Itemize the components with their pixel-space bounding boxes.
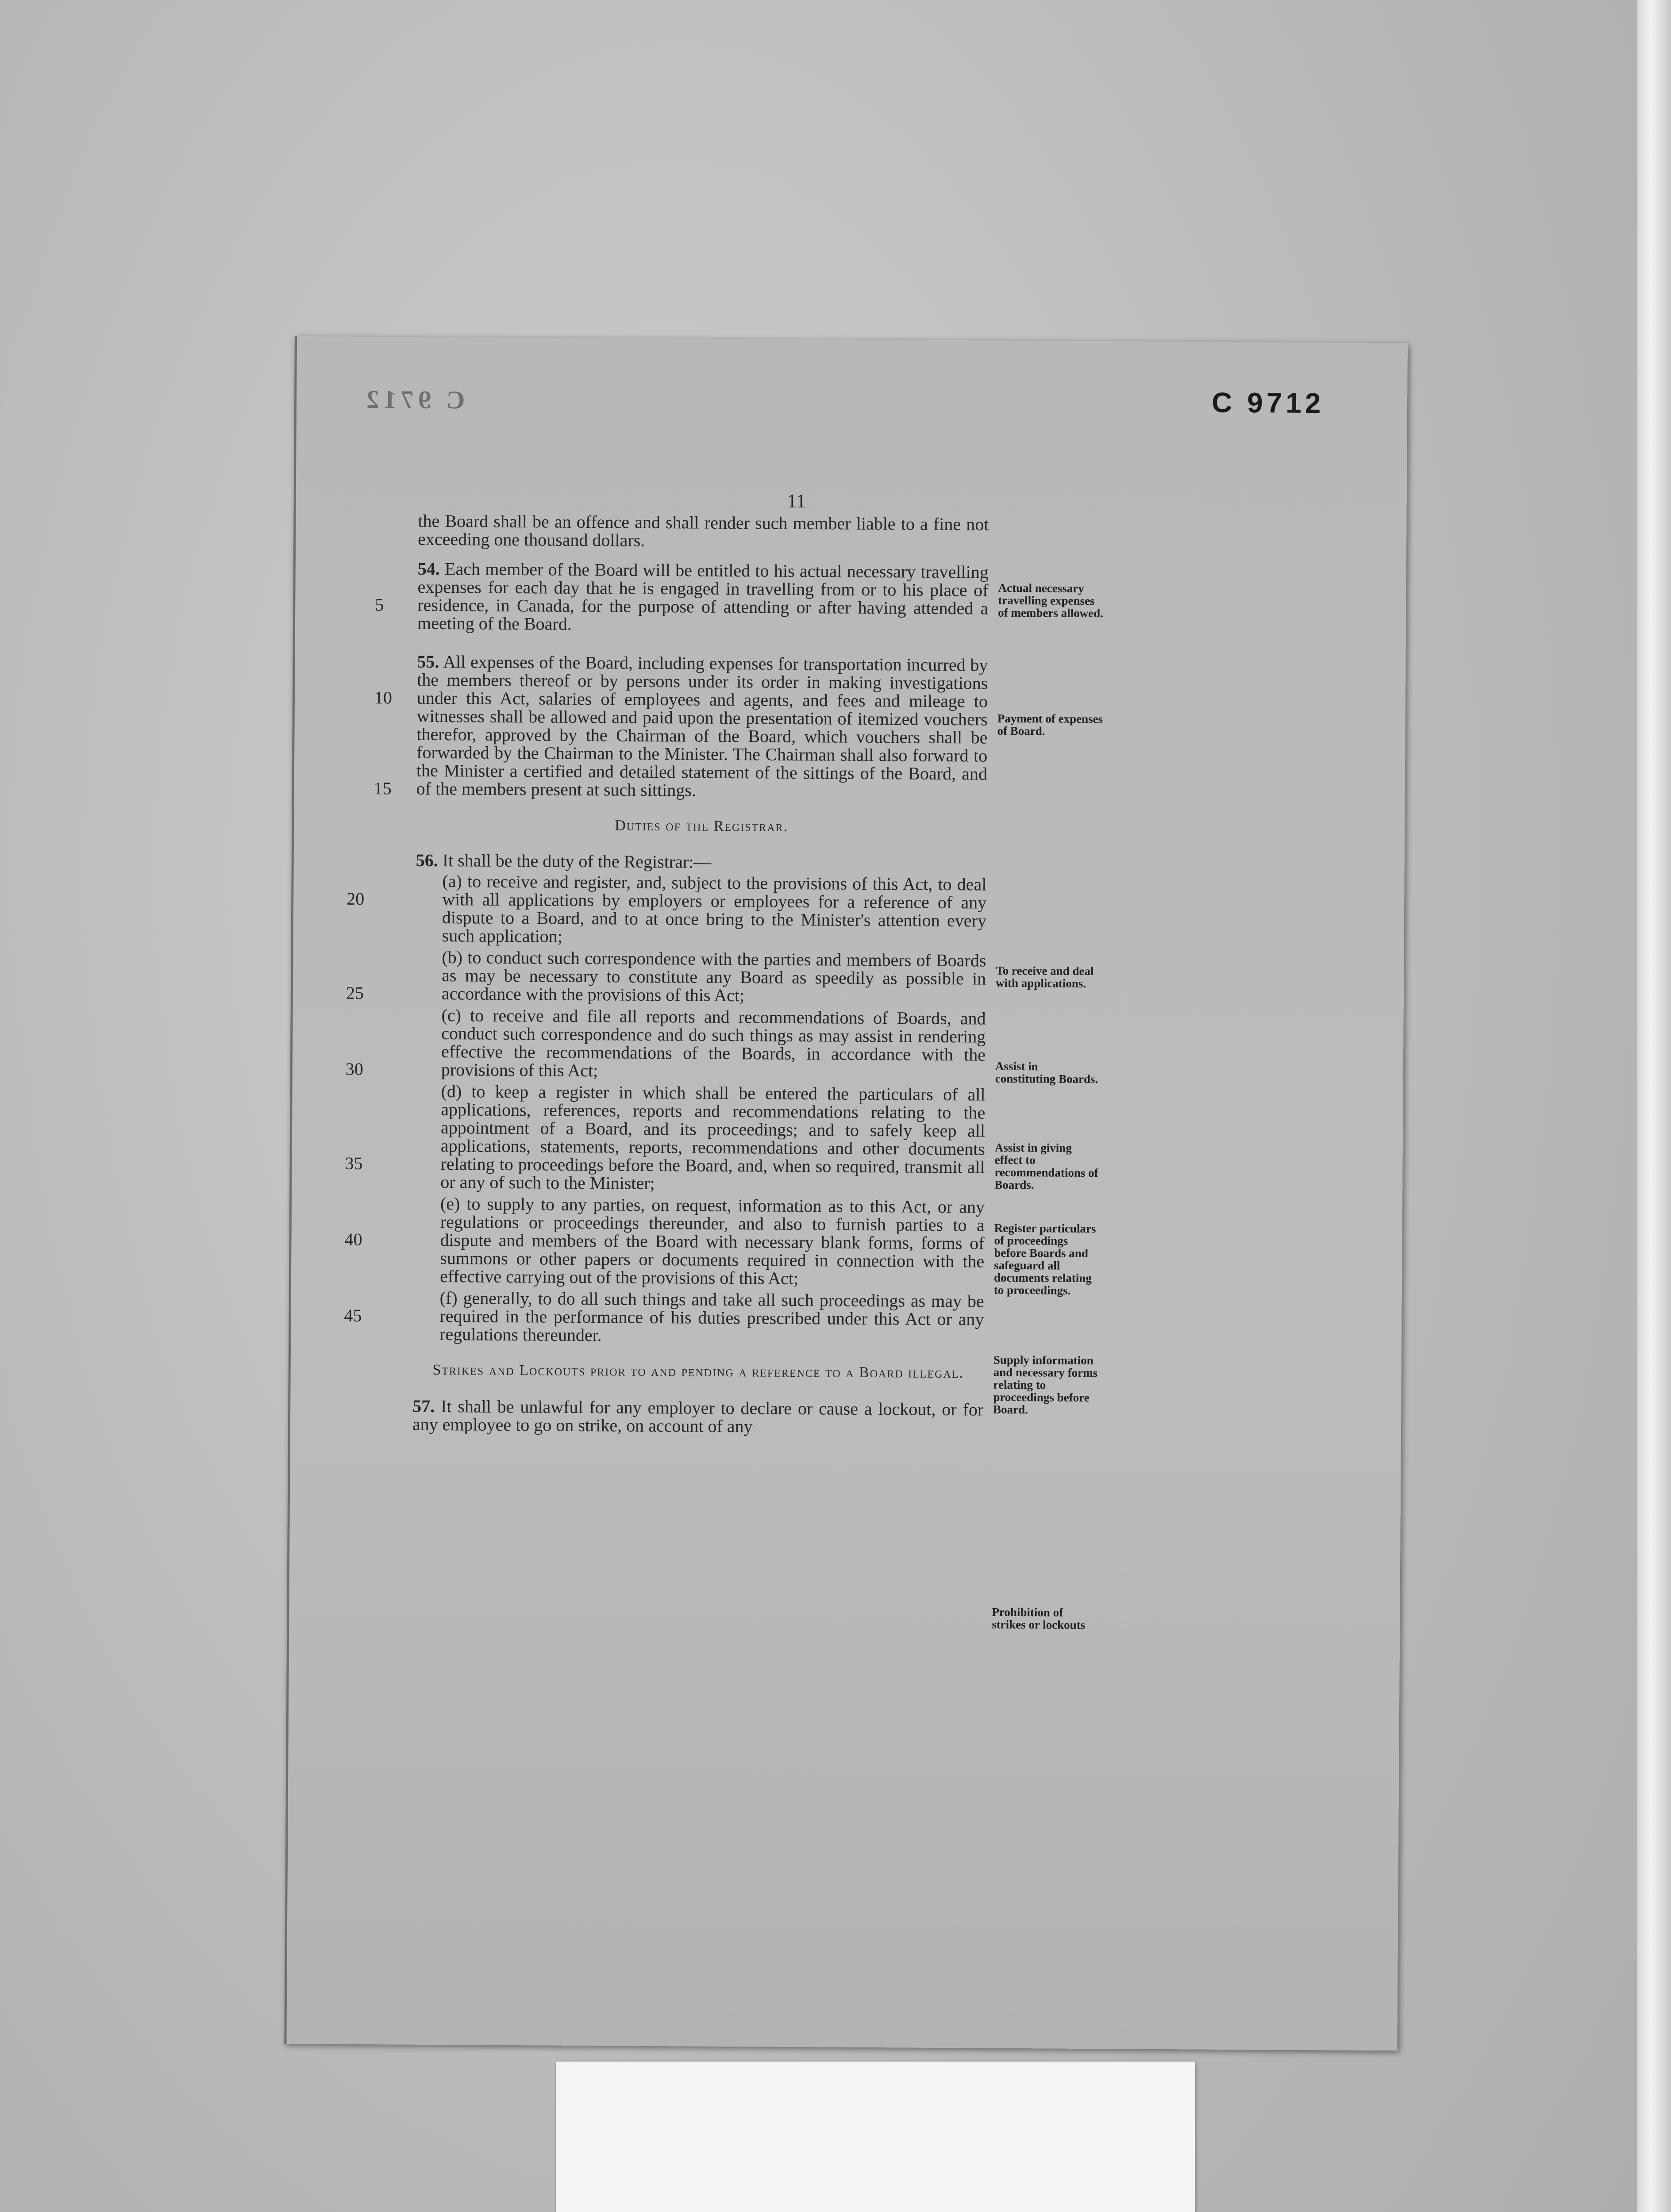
- margin-note-54: Actual necessary travelling expenses of members allowed.: [998, 581, 1104, 620]
- section-57: [412, 1397, 983, 1437]
- margin-note-55: Payment of expenses of Board.: [997, 711, 1103, 738]
- heading-duties-registrar: Duties of the Registrar.: [615, 817, 789, 835]
- section-text: It shall be the duty of the Registrar:—: [442, 850, 712, 872]
- section-56: [416, 851, 987, 873]
- margin-note-57: Prohibition of strikes or lockouts: [992, 1605, 1086, 1632]
- clause-e: 40 (e) to supply to any parties, on request, information as to this Act, or any regulations or proceedings thereunder, and also to furnish parties to a dispute and members of the Board with necessary blank forms, forms of summons or other papers or documents required in connection with the effective carrying out of the provisions of this Act;: [344, 1194, 985, 1288]
- section-text: All expenses of the Board, including expenses for transportation incurred by the members thereof or by persons under its order in making investigations under this Act, salaries of employees and agents, and fees and mileage to witnesses shall be allowed and paid upon the presentation of itemized vouchers therefor, approved by the Chairman of the Board, which vouchers shall be forwarded by the Chairman to the Minister. The Chairman shall also forward to the Minister a certified and detailed statement of the sittings of the Board, and of the members present at such sittings.: [416, 652, 988, 800]
- line-number-45: 45: [344, 1305, 362, 1325]
- page-number: 11: [787, 490, 806, 512]
- section-number: 54.: [417, 558, 440, 579]
- heading-strikes-lockouts: Strikes and Lockouts prior to and pending a reference to a Board illegal.: [432, 1361, 964, 1382]
- line-number-35: 35: [345, 1153, 363, 1173]
- margin-note-56d: Register particulars of proceedings before Boards and safeguard all documents relating to proceedings.: [993, 1221, 1096, 1297]
- section-text: Each member of the Board will be entitled to his actual necessary travelling expenses for each day that he is engaged in travelling from or to his place of residence, in Canada, for the purpose of attending or after having attended a meeting of the Board.: [417, 559, 989, 634]
- line-number-20: 20: [347, 888, 365, 909]
- margin-note-56e: Supply information and necessary forms relating to proceedings before Board.: [993, 1353, 1098, 1417]
- margin-note-56a: To receive and deal with applications.: [996, 964, 1094, 990]
- body-text: [344, 511, 989, 1448]
- paragraph-continued: the Board shall be an offence and shall render such member liable to a fine not exceeding one thousand dollars.: [418, 511, 989, 550]
- line-number-25: 25: [346, 983, 364, 1003]
- film-edge: [1637, 0, 1671, 2212]
- clause-d: 35 (d) to keep a register in which shall be entered the particulars of all applications, references, reports and recommendations relating to the appointment of a Board, and its proceedings; and to safely keep all applications, statements, reports, recommendations and other documents relating to proceedings before the Board, and, when so required, transmit all or any of such to the Minister;: [345, 1081, 986, 1194]
- line-number-5: 5: [375, 595, 384, 615]
- line-number-30: 30: [345, 1059, 364, 1079]
- margin-note-56b: Assist in constituting Boards.: [995, 1059, 1098, 1086]
- section-number: 55.: [417, 651, 439, 672]
- section-number: 56.: [416, 850, 438, 870]
- section-54: [375, 558, 989, 636]
- section-text: It shall be unlawful for any employer to declare or cause a lockout, or for any employee to go on strike, on account of any: [412, 1396, 984, 1436]
- section-number: 57.: [412, 1396, 435, 1416]
- margin-note-56c: Assist in giving effect to recommendations of Boards.: [994, 1141, 1098, 1192]
- clause-c: 30 (c) to receive and file all reports and recommendations of Boards, and conduct such correspondence and do such things as may assist in rendering effective the recommendations of the Boards, in accordance with the provisions of this Act;: [345, 1005, 986, 1081]
- section-55: [373, 651, 988, 801]
- line-number-10: 10: [374, 687, 393, 708]
- line-number-15: 15: [373, 778, 392, 799]
- reel-stamp: C 9712: [1211, 386, 1324, 419]
- collection-label: [556, 2062, 1195, 2212]
- clause-b: 25 (b) to conduct such correspondence with the parties and members of Boards as may be necessary to constitute any Board as speedily as possible in accordance with the provisions of this Act;: [346, 947, 986, 1006]
- mirrored-stamp: C 9712: [362, 384, 465, 415]
- clause-f: 45 (f) generally, to do all such things and take all such proceedings as may be required in the performance of his duties prescribed under this Act or any regulations thereunder.: [344, 1288, 984, 1345]
- line-number-40: 40: [344, 1229, 362, 1249]
- clause-a: 20 (a) to receive and register, and, subject to the provisions of this Act, to deal with all applications by employers or employees for a reference of any dispute to a Board, and to at once bring to the Minister's attention every such application;: [347, 871, 987, 946]
- document-page: [284, 336, 1408, 2051]
